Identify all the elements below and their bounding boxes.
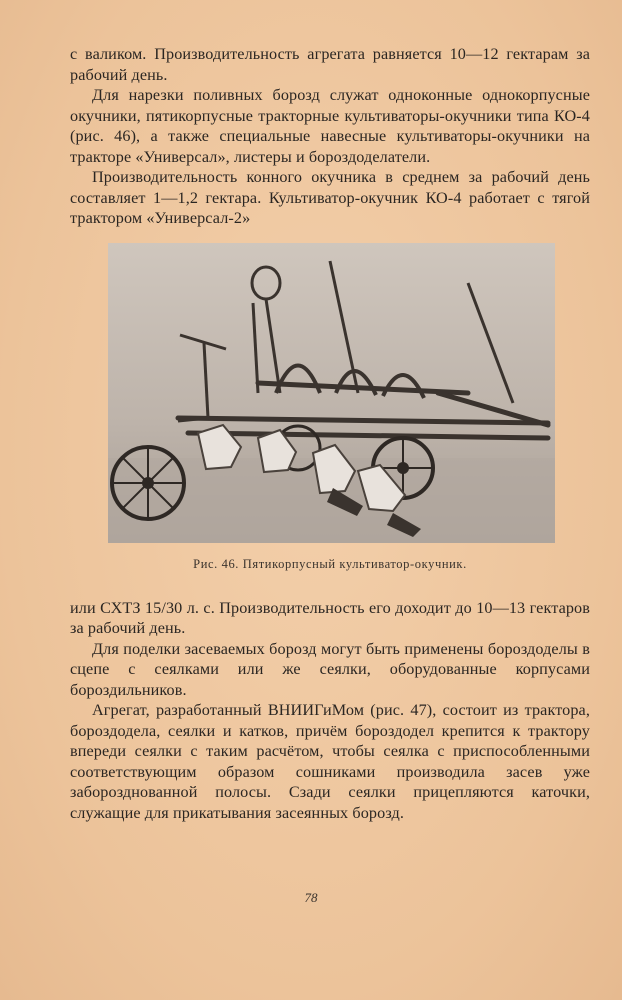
cultivator-photo (108, 243, 555, 543)
paragraph-continued-2: или СХТЗ 15/30 л. с. Производительность его доходит до 10—13 гектаров за рабочий день. (70, 598, 590, 637)
paragraph-furrows: Для нарезки поливных борозд служат одноконные однокорпусные окучники, пятикорпусные тракторные культиваторы-окучники типа КО-4 (рис. 46), а также специальные навесные культиваторы-окучники на тракторе «Универсал», листеры и бороздоделатели. (70, 86, 590, 166)
figure-caption: Рис. 46. Пятикорпусный культиватор-окучник. (193, 556, 467, 571)
page-number: 78 (304, 890, 318, 905)
paragraph-seeded-furrows: Для поделки засеваемых борозд могут быть применены бороздоделы в сцепе с сеялками или же сеялки, оборудованные корпусами бороздильников. (70, 639, 590, 699)
figure-46 (108, 243, 555, 572)
paragraph-continued: с валиком. Производительность агрегата равняется 10—12 гектарам за рабочий день. (70, 45, 590, 84)
paragraph-productivity: Производительность конного окучника в среднем за рабочий день составляет 1—1,2 гектара. Культиватор-окучник КО-4 работает с тягой трактором «Универсал-2» (70, 168, 590, 227)
paragraph-vniigim-aggregate: Агрегат, разработанный ВНИИГиМом (рис. 47), состоит из трактора, бороздодела, сеялки и катков, причём бороздодел крепится к трактору впереди сеялки с таким расчётом, чтобы сеялка с приспособленными соответствующим образом сошниками производила засев уже заборозднованной полосы. Сзади сеялки прицепляются каточки, служащие для прикатывания засеянных борозд. (70, 701, 590, 822)
book-page (70, 44, 590, 823)
